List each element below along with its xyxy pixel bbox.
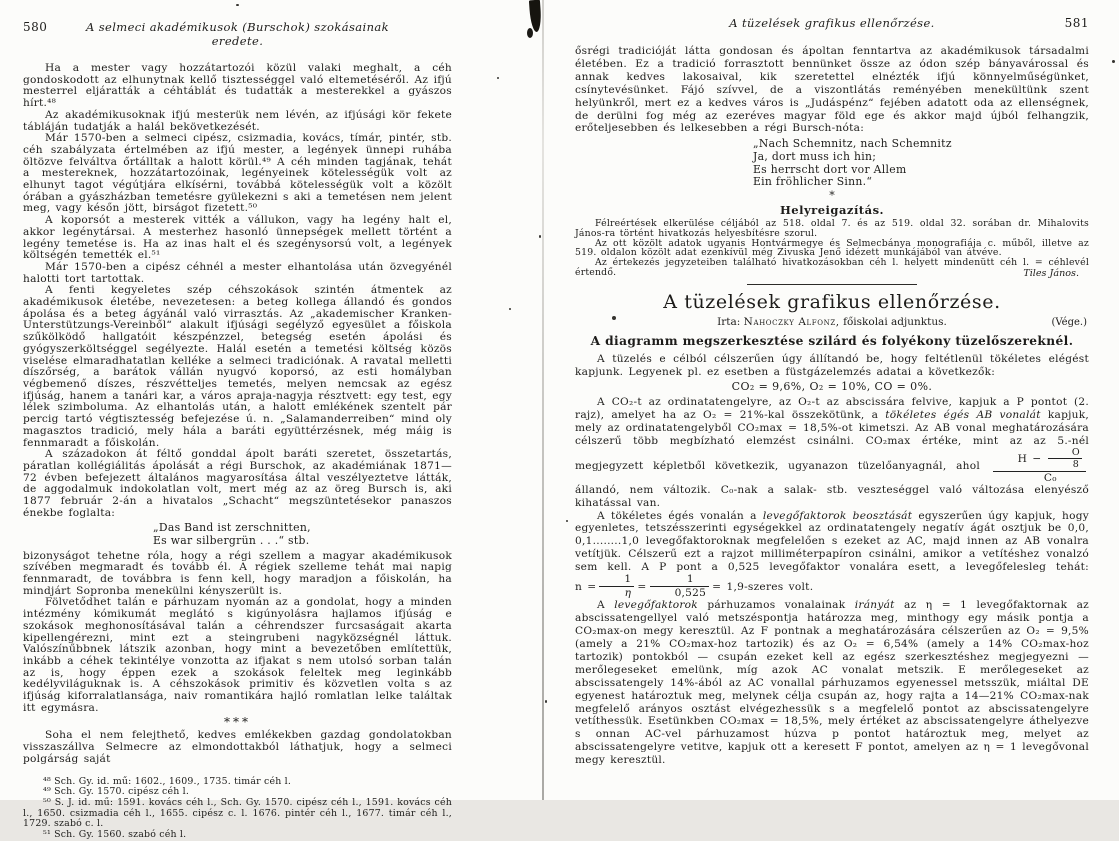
footnote: ⁴⁸ Sch. Gy. id. mű: 1602., 1609., 1735. timár céh l. — [43, 775, 292, 787]
fraction-denominator: C₀ — [1043, 471, 1057, 484]
fraction-numerator: 1 — [599, 574, 634, 587]
continuation-paragraph: ősrégi tradicióját látta gondosan és ápoltan fenntartva az akadémikusok társadalmi életében. Ez a tradició forrasztott bennünket össze az ódon szép bányavárossal és annak kedves lakosaival, kik szeretettel elnézték ifjú könnyelműségünket, csínytevésünket. Fájó szívvel, de a viszontlátás reményében menekültünk szent helyünkről, mert ez a kedves város is „Judáspénz“ fejében adatott oda az ellenségnek, de derülni fog még az ezeréves magyar föld ege és akkor majd újból felhangzik, erőteljesebben és lelkesebben a régi Bursch-nóta: — [575, 45, 1089, 135]
left-running-head — [23, 20, 452, 48]
article-paragraph: A tüzelés e célból célszerűen úgy állítandó be, hogy feltétlenül tökéletes elégést kapjunk. Legyenek pl. ez esetben a füstgázelemzés adatai a következők: — [575, 353, 1089, 379]
author-role: főiskolai adjunktus. — [843, 316, 947, 329]
paragraph: bizonyságot tehetne róla, hogy a régi szellem a magyar akadémikusok szívében megmaradt és tovább él. A régiek szelleme tehát mai napig fennmaradt, de továbbra is fenn kell, hogy maradjon a főiskolán, ha mindjárt Sopronba menekülni kényszerült is. — [23, 549, 452, 597]
paragraph: Fölvetődhet talán e párhuzam nyomán az a gondolat, hogy a minden intézmény kómikumát meglátó s kigúnyolásra hajlamos ifjúság e szokások meghonosításával talán a céhrendszer furcsaságait akarta kipellengérezni, mint ezt a steingrubeni nagyközségnél láttuk. Valószínűbbnek látszik azonban, hogy mint a bevezetőben említettük, inkább a céhek tekintélye vonzotta az ifjakat s nem utolsó sorban talán az is, hogy éppen ezek a szokások feleltek meg leginkább kedélyviláguknak is. A céhszokások primitiv és közvetlen volta s az ifjúság kiforralatlansága, naiv romantikára hajló romlatlan lelke találtak itt egymásra. — [23, 596, 452, 714]
verse-line: Ja, dort muss ich hin; — [753, 149, 877, 163]
scan-speck — [1112, 60, 1115, 63]
verse-line: Es herrscht dort vor Allem — [753, 162, 907, 176]
fraction-numerator: 1 — [650, 574, 710, 587]
page-fold — [542, 0, 544, 800]
german-verse-block — [153, 522, 452, 547]
fraction-denominator: η — [624, 587, 632, 600]
equals-sign: = — [637, 580, 647, 593]
co2max-fraction — [993, 448, 1086, 484]
fraction-numerator — [993, 448, 1086, 472]
article-subheading: A diagramm megszerkesztése szilárd és folyékony tüzelőszereknél. — [590, 334, 1074, 349]
footnotes — [23, 777, 452, 841]
nested-denominator: 8 — [1072, 458, 1079, 470]
paragraph: A századokon át féltő gonddal ápolt baráti szeretet, összetartás, páratlan kollégiálitás ápolását a régi Burschok, az akadémiának 1871—72 évben befejezett általános magyarosítása által veszélyeztetve látták, de aggodalmuk indokolatlan volt, mert még az az öreg Bursch is, aki 1877 február 2-án a hivatalos „Schacht“ megszüntetésekor panaszos énekbe foglalta: — [23, 448, 452, 519]
paragraph: A fenti kegyeletes szép céhszokások szintén átmentek az akadémikusok életébe, nevezetesen: a beteg kollega állandó és gondos ápolása és a beteg ágyánál való virrasztás. Az „akademischer Kranken- Unterstützungs-Vereinből“ alakult ifjúsági segélyző egyesület a főiskola szűkölködő hallgatóit készpénzzel, betegség esetén ápolási és gyógyszerköltséggel segélyezte. Halál esetén a temetési költség közös viselése elmaradhatatlan kelléke a selmeci tradiciónak. A ravatal melletti díszőrség, a barátok vállán nyugvó koporsó, az esti homályban végbemenő díszes, részvétteljes temetés, melyen nemcsak az egész ifjúság, hanem a tanári kar, a város apraja-nagyja résztvett: egy test, egy lélek szimboluma. Az elhantolás után, a halott emlékének szentelt pár percig tartó végtisztesség befejezése ú. n. „Salamanderreiben“ mind oly magasztos tradició, mely hála a baráti együttérzésnek, még máig is fennmaradt a főiskolán. — [23, 284, 452, 449]
byline-prefix: Irta: — [717, 316, 741, 329]
nested-fraction — [1048, 448, 1082, 470]
scan-speck — [236, 4, 239, 6]
verse-line: Ein fröhlicher Sinn.“ — [753, 175, 873, 189]
correction-paragraph: Az ott közölt adatok ugyanis Hontvármegye és Selmecbánya monografiája c. műből, illetve az 519. oldalon közölt adat ezenkívül még Zivuska Jenő idézett munkájából van átvéve. — [575, 237, 1089, 259]
footnote: ⁵¹ Sch. Gy. 1560. szabó céh l. — [43, 829, 187, 841]
paragraph-text: A tökéletes égés vonalán a levegőfaktorok beosztását egyszerűen úgy kapjuk, hogy egyenletes, tetszésszerinti egységekkel az ordinatatengely negatív ágát osztjuk be 0,0, 0,1........1,0 levegőfaktoroknak megfelelően s ezeket az AC, majd innen az AB vonalra vetítjük. Célszerű ezt a rajzot milliméterpapíron csinálni, amikor a vetítéshez vonalzó sem kell. A P pont a 0,525 levegőfaktor vonalára esett, a levegőfelesleg tehát: — [575, 509, 1089, 574]
footnote: ⁴⁹ Sch. Gy. 1570. cipész céh l. — [43, 786, 190, 798]
right-page-number: 581 — [1064, 16, 1089, 30]
correction-paragraph: Félreértések elkerülése céljából az 518. oldal 7. és az 519. oldal 32. sorában dr. Mihalovits János-ra történt hivatkozás helyesbítésre szorul. — [575, 217, 1089, 239]
paragraph-text: A levegőfaktorok párhuzamos vonalainak irányát az η = 1 levegőfaktornak az abscissatengellyel való metszéspontja határozza meg, minthogy egy másik pontja a CO₂max-on megy keresztül. Az F pontnak a meghatározására célszerűen az O₂ = 9,5% (amely a 21% CO₂max-hoz tartozik) és az O₂ = 6,54% (amely a 14% CO₂max-hoz tartozik) pontokból — csupán ezeket kell az egész szerkesztéshez megjegyezni — merőlegeseket emelünk, míg azok AC vonalat metszik. E merőlegeseket az abscissatengely 14%-ából az AC vonallal párhuzamos egyenessel metsszük, miáltal DE egyenest határoztuk meg, melynek célja csupán az, hogy rajta a 14—21% CO₂max-nak megfelelő arányos osztást elvégezhessük s a megfelelő pontot az abscissatengelyre vetíthessük. Esetünkben CO₂max = 18,5%, mely értéket az abscissatengelyre áthelyezve s onnan AC-vel párhuzamost húzva p pontot határoztuk meg, melyet az abscissatengelyre vetitve, kapjuk ott a keresett F pontot, amelyen az η = 1 levegővonal megy keresztül. — [575, 599, 1089, 767]
author-name: Nahoczky Alfonz, — [743, 316, 840, 329]
article-title: A tüzelések grafikus ellenőrzése. — [663, 291, 1001, 314]
article-paragraph — [575, 510, 1089, 600]
fraction-denominator: 0,525 — [674, 587, 707, 600]
scan-speck — [509, 308, 511, 310]
bursch-song-block — [753, 138, 1089, 188]
correction-heading: Helyreigazítás. — [779, 202, 885, 217]
divider-rule — [747, 284, 917, 285]
correction-signature: Tiles János. — [1023, 268, 1079, 280]
ink-blot — [527, 28, 533, 38]
scan-speck — [497, 77, 499, 79]
footnote: ⁵⁰ S. J. id. mű: 1591. kovács céh l., Sch. Gy. 1570. cipész céh l., 1591. kovács céh l., 1650. csizmadia céh l., 1655. cipész c. l. 1676. pintér céh l., 1677. timár céh l., 1729. szabó c. l. — [23, 796, 452, 830]
section-separator: *** — [224, 715, 251, 730]
correction-paragraph: Az értekezés jegyzeteiben található hivatkozásokban céh l. helyett mindenütt céh l. = céhlevél értendő. — [575, 257, 1089, 279]
closing-paragraph: Soha el nem felejthető, kedves emlékekben gazdag gondolatokban visszaszállva Selmecre az elmondottakból láthatjuk, hogy a selmeci polgárság saját — [23, 729, 452, 765]
paragraph: Az akadémikusoknak ifjú mesterük nem lévén, az ifjúsági kör fekete tábláján tudatják a halál bekövetkezését. — [23, 108, 452, 133]
value-fraction — [650, 574, 710, 599]
left-page — [23, 20, 452, 841]
left-page-number: 580 — [23, 20, 48, 34]
scan-speck — [566, 520, 568, 522]
right-running-head — [575, 16, 1089, 30]
paragraph: Már 1570-ben a selmeci cipész, csizmadia, kovács, tímár, pintér, stb. céh szabályzata értelmében az ifjú mester, a legények ünnepi ruhába öltözve felváltva őrtálltak a halott körül.⁴⁹ A céh minden tagjának, tehát a mestereknek, hozzátartozóinak, legényeinek kötelességük volt az elhunyt tagot végútjára elkísérni, továbbá kötelességük volt a közölt órában a gyászházban temetésre gyülekezni s aki a temetésen nem jelent meg, vagy későn jött, birságot fizetett.⁵⁰ — [23, 132, 452, 215]
verse-line: Es war silbergrün . . .“ stb. — [153, 534, 310, 548]
nested-numerator: O — [1048, 448, 1082, 459]
right-page — [575, 16, 1089, 767]
continuation-marker: (Vége.) — [1051, 317, 1087, 329]
right-running-title: A tüzelések grafikus ellenőrzése. — [729, 16, 935, 30]
equation-lhs: n = — [575, 580, 597, 593]
paragraph: Már 1570-ben a cipész céhnél a mester elhantolása után özvegyénél halotti tort tartottak. — [23, 260, 452, 285]
numerator-term: H − — [1017, 452, 1042, 465]
paragraph-text: A CO₂-t az ordinatatengelyre, az O₂-t az abscissára felvive, kapjuk a P pontot (2. rajz), amelyet ha az O₂ = 21%-kal összekötünk, a tökéletes égés AB vonalát kapjuk, mely az ordinatatengelyből CO₂max = 18,5%-ot kimetszi. Az AB vonal meghatározására célszerű több megbízható elemzést csinálni. CO₂max értéke, mint az az 5.-nél megjegyzett képletből következik, ugyanazon tüzelőanyagnál, ahol — [575, 396, 1089, 472]
verse-line: „Das Band ist zerschnitten, — [153, 521, 311, 535]
paragraph: Ha a mester vagy hozzátartozói közül valaki meghalt, a céh gondoskodott az elhunytnak kellő tisztességgel való eltemetéséről. Az ifjú mesterrel eljáratták a céhtáblát és tudatták a mesterekkel a gyászos hírt.⁴⁸ — [23, 62, 452, 110]
article-paragraph — [575, 396, 1089, 509]
equation-result: = 1,9-szeres volt. — [712, 580, 814, 593]
paragraph: A koporsót a mesterek vitték a vállukon, vagy ha legény halt el, akkor legénytársai. A mesterhez hasonló ünnepségek mellett történt a legény temetése is. Ha az inas halt el és szegénysorsú volt, a legények költségén temették el.⁵¹ — [23, 214, 452, 262]
article-byline — [575, 316, 1089, 328]
asterisk-separator: * — [829, 188, 835, 202]
air-excess-equation — [575, 573, 814, 600]
article-paragraph — [575, 599, 1089, 767]
paragraph-text: állandó, nem változik. C₀-nak a salak- stb. veszteséggel való változása elenyésző kihatással van. — [575, 483, 1089, 509]
scan-speck — [545, 700, 547, 703]
left-running-title: A selmeci akadémikusok (Burschok) szokásainak eredete. — [85, 20, 390, 48]
scan-speck — [539, 235, 541, 238]
eta-fraction — [599, 574, 634, 599]
gas-analysis-formula: CO₂ = 9,6%, O₂ = 10%, CO = 0%. — [731, 380, 933, 394]
verse-line: „Nach Schemnitz, nach Schemnitz — [753, 137, 952, 151]
